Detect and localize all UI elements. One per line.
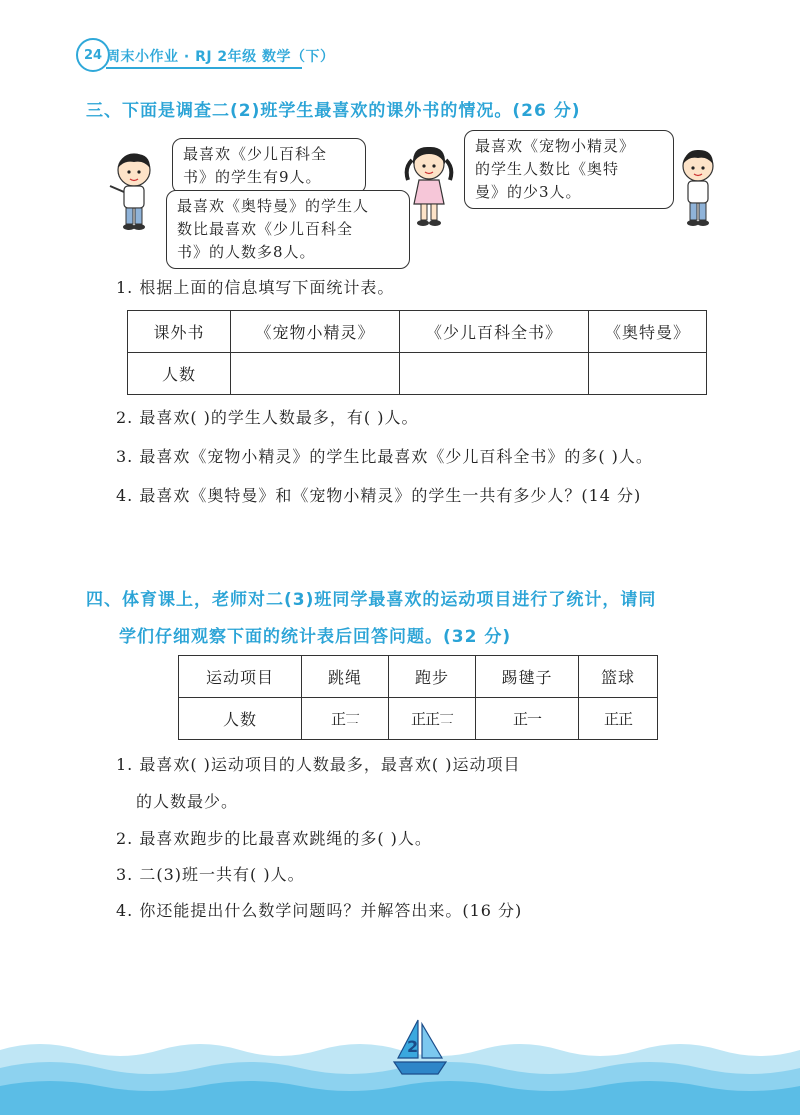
bubble-3-line-3: 曼》的少3人。 <box>475 183 582 201</box>
speech-bubble-3 <box>464 130 674 209</box>
sports-header-label: 运动项目 <box>179 656 302 698</box>
tally-running: 正正𠄟 <box>389 698 476 740</box>
books-header-pets: 《宠物小精灵》 <box>231 311 400 353</box>
section-4-title-line-1: 四、体育课上，老师对二(3)班同学最喜欢的运动项目进行了统计，请同 <box>86 590 657 610</box>
girl-illustration <box>402 142 456 230</box>
bubble-2-line-2: 数比最喜欢《少儿百科全 <box>177 220 354 238</box>
bubble-2-line-1: 最喜欢《奥特曼》的学生人 <box>177 197 370 215</box>
books-stat-table <box>127 310 707 395</box>
speech-bubble-1 <box>172 138 366 194</box>
bubble-1-line-2: 书》的学生有9人。 <box>183 168 322 186</box>
series-logo: 24 <box>76 38 110 72</box>
tally-shuttlecock: 正一 <box>476 698 579 740</box>
books-answer-cell-encyclopedia[interactable] <box>400 353 589 395</box>
books-answer-cell-pets[interactable] <box>231 353 400 395</box>
sports-header-rope: 跳绳 <box>302 656 389 698</box>
sports-header-shuttlecock: 踢毽子 <box>476 656 579 698</box>
books-row-label: 人数 <box>128 353 231 395</box>
section-4-question-4: 4. 你还能提出什么数学问题吗？并解答出来。(16 分) <box>116 901 523 920</box>
page-number: 2 <box>407 1037 419 1056</box>
tally-basketball: 正正 <box>579 698 658 740</box>
bubble-3-line-1: 最喜欢《宠物小精灵》 <box>475 137 636 155</box>
section-3-question-4: 4. 最喜欢《奥特曼》和《宠物小精灵》的学生一共有多少人？(14 分) <box>116 486 642 505</box>
section-4-question-1-line-2: 的人数最少。 <box>136 792 239 811</box>
header-underline <box>106 67 302 69</box>
section-4-question-1-line-1: 1. 最喜欢( )运动项目的人数最多，最喜欢( )运动项目 <box>116 755 521 774</box>
header-title: 周末小作业 · RJ 2年级 数学（下） <box>106 49 335 65</box>
boy-illustration-right <box>672 146 724 230</box>
books-header-ultraman: 《奥特曼》 <box>589 311 707 353</box>
section-4-title-line-2: 学们仔细观察下面的统计表后回答问题。(32 分) <box>119 627 512 647</box>
section-3-question-3: 3. 最喜欢《宠物小精灵》的学生比最喜欢《少儿百科全书》的多( )人。 <box>116 447 653 466</box>
section-4-question-2: 2. 最喜欢跑步的比最喜欢跳绳的多( )人。 <box>116 829 432 848</box>
tally-rope: 正𠄟 <box>302 698 389 740</box>
sports-stat-table <box>178 655 658 740</box>
bubble-3-line-2: 的学生人数比《奥特 <box>475 160 620 178</box>
section-3-question-1: 1. 根据上面的信息填写下面统计表。 <box>116 278 395 297</box>
boy-illustration-left <box>104 150 162 232</box>
speech-bubble-2 <box>166 190 410 269</box>
books-header-encyclopedia: 《少儿百科全书》 <box>400 311 589 353</box>
sports-row-label: 人数 <box>179 698 302 740</box>
sports-header-basketball: 篮球 <box>579 656 658 698</box>
section-4-question-3: 3. 二(3)班一共有( )人。 <box>116 865 305 884</box>
section-3-question-2: 2. 最喜欢( )的学生人数最多，有( )人。 <box>116 408 419 427</box>
bubble-1-line-1: 最喜欢《少儿百科全 <box>183 145 328 163</box>
books-header-label: 课外书 <box>128 311 231 353</box>
section-3-title: 三、下面是调查二(2)班学生最喜欢的课外书的情况。(26 分) <box>86 101 581 121</box>
books-answer-cell-ultraman[interactable] <box>589 353 707 395</box>
sailboat-icon <box>392 1018 448 1080</box>
sports-header-running: 跑步 <box>389 656 476 698</box>
bubble-2-line-3: 书》的人数多8人。 <box>177 243 316 261</box>
